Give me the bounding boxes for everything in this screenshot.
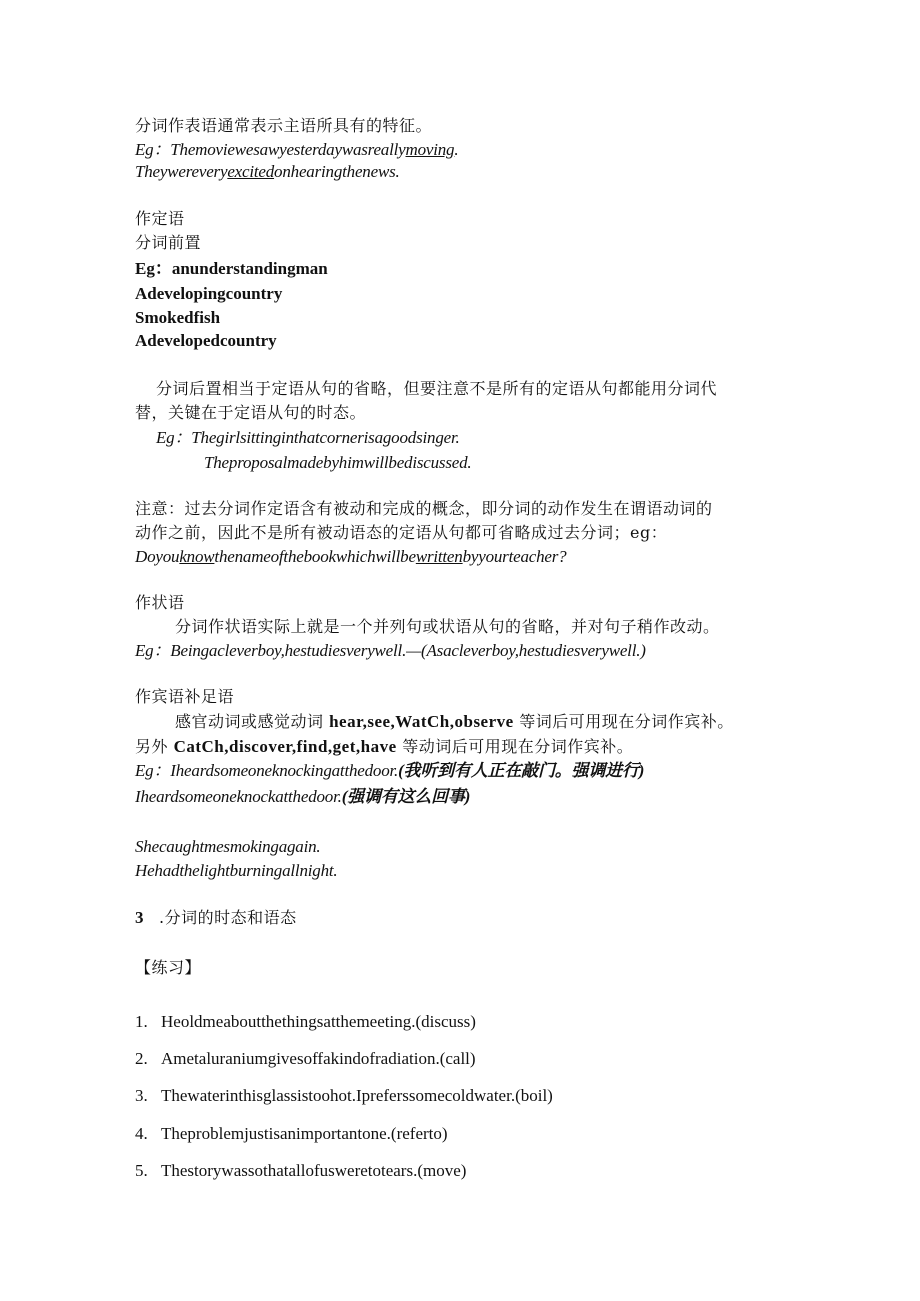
practice-heading: 【练习】 [135, 958, 202, 977]
postposition-example-1: Eg：Thegirlsittinginthatcornerisagoodsinger. [156, 428, 460, 447]
attributive-example-1: Eg：anunderstandingman [135, 259, 328, 278]
postposition-example-2: Theproposalmadebyhimwillbediscussed. [204, 453, 472, 472]
postposition-line-1: 分词后置相当于定语从句的省略，但要注意不是所有的定语从句都能用分词代 [156, 379, 718, 398]
complement-example-3: Shecaughtmesmokingagain. [135, 837, 321, 856]
note-line-2: 动作之前，因此不是所有被动语态的定语从句都可省略成过去分词；eg： [135, 523, 668, 542]
attributive-subheading: 分词前置 [135, 233, 202, 252]
predicative-example-2: Theywereveryexcitedonhearingthenews. [135, 162, 400, 181]
note-example: Doyouknowthenameofthebookwhichwillbewrittenbyyourteacher? [135, 547, 567, 566]
predicative-intro: 分词作表语通常表示主语所具有的特征。 [135, 116, 433, 135]
attributive-example-2: Adevelopingcountry [135, 284, 283, 303]
practice-item: 1. Heoldmeaboutthethingsatthemeeting.(discuss) [135, 1012, 476, 1031]
adverbial-description: 分词作状语实际上就是一个并列句或状语从句的省略，并对句子稍作改动。 [175, 617, 720, 636]
complement-example-4: Hehadthelightburningallnight. [135, 861, 338, 880]
complement-example-1: Eg：Iheardsomeoneknockingatthedoor.(我听到有人正在敲门。强调进行) [135, 761, 645, 780]
complement-example-2: Iheardsomeoneknockatthedoor.(强调有这么回事) [135, 787, 471, 806]
predicative-example-2-prefix: Theywerevery [135, 162, 228, 181]
practice-item: 5. Thestorywassothatallofusweretotears.(move) [135, 1161, 467, 1180]
predicative-example-1: Eg：Themoviewesawyesterdaywasreallymoving. [135, 140, 459, 159]
adverbial-heading: 作状语 [135, 593, 185, 612]
practice-item: 2. Ametaluraniumgivesoffakindofradiation.(call) [135, 1049, 476, 1068]
complement-line-2: 另外 CatCh,discover,find,get,have 等动词后可用现在分词作宾补。 [135, 737, 634, 756]
tense-heading: 3 .分词的时态和语态 [135, 908, 297, 927]
note-line-1: 注意：过去分词作定语含有被动和完成的概念，即分词的动作发生在谓语动词的 [135, 499, 713, 518]
postposition-line-2: 替，关键在于定语从句的时态。 [135, 403, 367, 422]
complement-line-1: 感官动词或感觉动词 hear,see,WatCh,observe 等词后可用现在分词作宾补。 [175, 712, 734, 731]
practice-item: 4. Theproblemjustisanimportantone.(referto) [135, 1124, 448, 1143]
attributive-example-3: Smokedfish [135, 308, 221, 327]
adverbial-example: Eg：Beingacleverboy,hestudiesverywell.—(Asacleverboy,hestudiesverywell.) [135, 641, 646, 660]
attributive-example-4: Adevelopedcountry [135, 331, 277, 350]
attributive-heading: 作定语 [135, 209, 185, 228]
complement-heading: 作宾语补足语 [135, 687, 235, 706]
practice-item: 3. Thewaterinthisglassistoohot.Ipreferssomecoldwater.(boil) [135, 1086, 553, 1105]
